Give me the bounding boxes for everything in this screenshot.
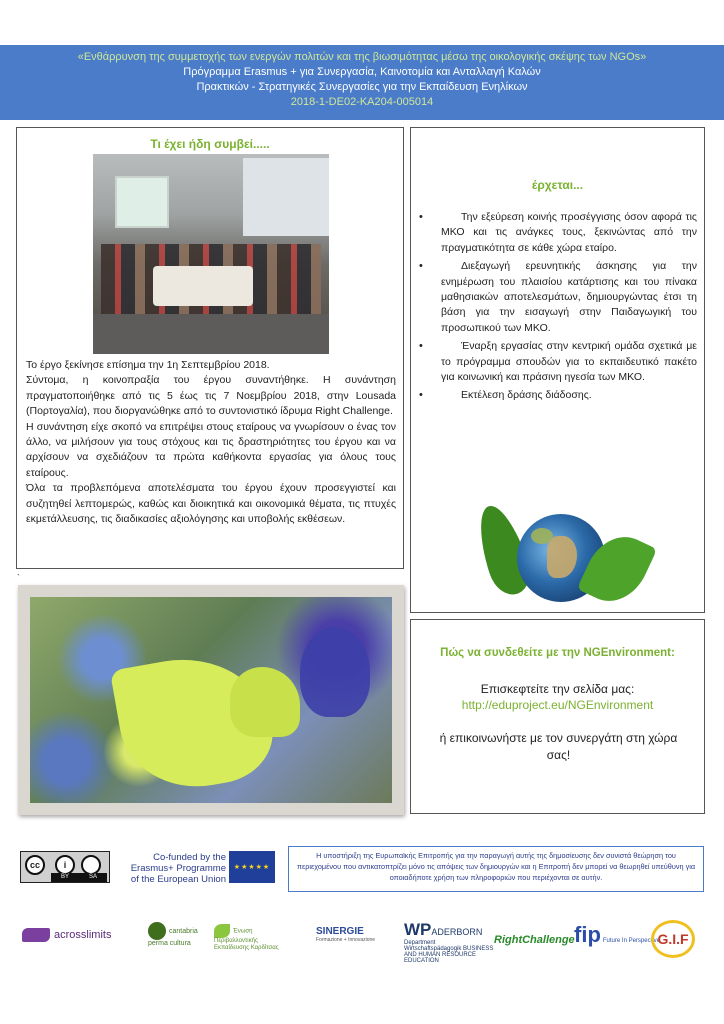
project-code: 2018-1-DE02-KA204-005014 xyxy=(290,96,434,108)
logo-envo[interactable]: Ένωση Περιβαλλοντικής Εκπαίδευσης Καρδίτσας xyxy=(214,924,294,952)
eu-flag-icon: ★★★★★ xyxy=(229,851,275,883)
visit-text: Επισκεφτείτε την σελίδα μας: xyxy=(480,682,635,696)
program-line: Πρόγραμμα Erasmus + για Συνεργασία, Καινοτομία και Ανταλλαγή Καλών xyxy=(183,66,541,78)
list-item: • Την εξεύρεση κοινής προσέγγισης όσον αφορά τις ΜΚΟ και τις ανάγκες τους, ξεκινώντας από την πραγματικότητα σε κάθε χώρα εταίρο. xyxy=(419,211,697,254)
partner-logos xyxy=(18,920,708,970)
program-line-2: Πρακτικών - Στρατηγικές Συνεργασίες για την Εκπαίδευση Ενηλίκων xyxy=(196,81,528,93)
stray-mark: ` xyxy=(17,573,20,583)
logo-cantabria[interactable]: cantabria perma cultura xyxy=(148,922,202,948)
what-happened-box xyxy=(16,127,404,569)
license-by: BY xyxy=(60,874,69,880)
globe-leaves-image xyxy=(483,504,643,610)
project-website-link[interactable]: http://eduproject.eu/NGEnvironment xyxy=(461,698,654,712)
butterfly-photo-frame xyxy=(18,585,404,815)
list-item: • Έναρξη εργασίας στην κεντρική ομάδα σχετικά με το πρόγραμμα σπουδών για το εκπαιδευτικό πακέτο για κοινωνική και πράσινη ηγεσία των ΜΚΟ. xyxy=(419,340,697,384)
logo-rightchallenge[interactable]: RightChallenge xyxy=(494,934,575,946)
leaf-icon xyxy=(214,924,230,938)
logo-paderborn[interactable]: WPADERBORN Department Wirtschaftspädagogik BUSINESS AND HUMAN RESOURCE EDUCATION xyxy=(404,920,494,964)
license-sa: SA xyxy=(88,874,97,880)
logo-sinergie[interactable]: SINERGIE Formazione + Innovazione xyxy=(316,926,376,943)
coming-next-box xyxy=(410,127,705,613)
contact-heading: Πώς να συνδεθείτε με την NGEnvironment: xyxy=(440,647,675,659)
logo-fip[interactable]: fip Future In Perspective xyxy=(574,922,660,947)
bullet-icon: • xyxy=(419,260,423,273)
cc-icon: cc xyxy=(25,855,45,875)
paragraph: Το έργο ξεκίνησε επίσημα την 1η Σεπτεμβρίου 2018. xyxy=(26,359,270,371)
logo-acrosslimits[interactable]: acrosslimits xyxy=(22,928,111,942)
logo-gif[interactable]: G.I.F xyxy=(646,920,700,964)
acrosslimits-icon xyxy=(22,928,50,942)
bullet-icon: • xyxy=(419,340,423,353)
eu-cofunded-text: Co-funded by the Erasmus+ Programme of the European Union xyxy=(130,852,226,885)
eu-disclaimer: Η υποστήριξη της Ευρωπαϊκής Επιτροπής για την παραγωγή αυτής της δημοσίευσης δεν συνιστά θεώρηση του περιεχομένου που αντικατοπτρίζει μόνο τις απόψεις των δημιουργών και η Επιτροπή δεν μπορεί να θεωρηθεί υπεύθυνη για οποιαδήποτε χρήση των πληροφοριών που περιέχονται σε αυτήν. xyxy=(288,846,704,892)
bullet-icon: • xyxy=(419,389,423,402)
tree-icon xyxy=(148,922,166,940)
paragraph: Η συνάντηση είχε σκοπό να επιτρέψει στους εταίρους να γνωρίσουν ο ένας τον άλλο, να μιλήσουν για τους στόχους και τις δραστηριότητες του έργου και να αρχίσουν να σχεδιάζουν τα πρώτα καθήκοντα εργασίας για όλους τους εταίρους. xyxy=(26,420,396,479)
coming-next-list xyxy=(419,210,697,407)
coming-next-heading: έρχεται... xyxy=(531,178,584,192)
what-happened-text xyxy=(26,358,396,527)
project-title: «Ενθάρρυνση της συμμετοχής των ενεργών πολιτών και της βιωσιμότητας μέσω της οικολογικής σκέψης των NGOs» xyxy=(77,51,647,63)
bullet-icon: • xyxy=(419,211,423,223)
flower-icon xyxy=(300,627,370,717)
list-item: • Εκτέλεση δράσης διάδοσης. xyxy=(441,388,697,403)
paragraph: Σύντομα, η κοινοπραξία του έργου συναντήθηκε. Η συνάντηση πραγματοποιήθηκε από τις 5 έως τις 7 Νοεμβρίου 2018, στην Lousada (Πορτογαλία), που διοργανώθηκε από το συντονιστικό ίδρυμα Right Challenge. xyxy=(26,374,396,418)
header-banner xyxy=(0,45,724,120)
paragraph: Όλα τα προβλεπόμενα αποτελέσματα του έργου έχουν προσεγγιστεί και συζητηθεί λεπτομερώς, καθώς και διοικητικά και οικονομικά θέματα, τις πτυχές εκμετάλλευσης, τις διαδικασίες αξιολόγησης και υποβολής εκθέσεων. xyxy=(26,482,396,526)
share-alike-icon xyxy=(81,855,101,875)
list-item: • Διεξαγωγή ερευνητικής άσκησης για την ενημέρωση του πλαισίου κατάρτισης και του πίνακα μαθησιακών αποτελεσμάτων, δημιουργώντας έτσι τη βάση για την εισαγωγή στην Παιδαγωγική του προσωπικού των ΜΚΟ. xyxy=(419,260,697,334)
meeting-photo xyxy=(93,154,329,354)
cc-license-badge[interactable] xyxy=(20,851,110,883)
contact-box xyxy=(410,619,705,814)
butterfly-photo xyxy=(30,597,392,803)
attribution-icon: i xyxy=(55,855,75,875)
contact-partner-text: ή επικοινωνήστε με τον συνεργάτη στη χώρα σας! xyxy=(439,731,678,762)
what-happened-heading: Τι έχει ήδη συμβεί..... xyxy=(150,137,270,151)
